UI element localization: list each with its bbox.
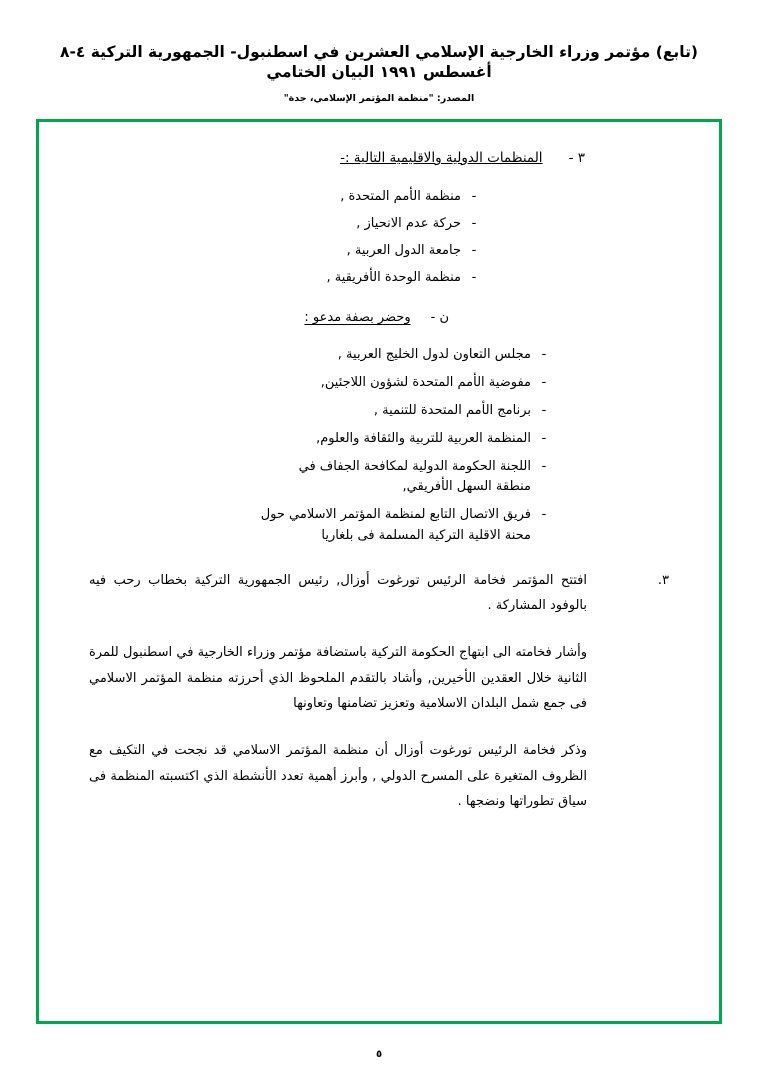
page-title: (تابع) مؤتمر وزراء الخارجية الإسلامي العشرين في اسطنبول- الجمهورية التركية ٤-٨ أغسطس ١٩٩١ البيان الختامي <box>60 43 698 82</box>
list-item-line: مجلس التعاون لدول الخليج العربية , <box>337 346 531 362</box>
dash-icon: - <box>471 243 477 259</box>
guests-list <box>81 345 677 546</box>
section-heading <box>81 148 677 169</box>
list-item <box>81 457 557 497</box>
dash-icon: - <box>541 402 547 418</box>
list-item-line: محنة الاقلية التركية المسلمة فى بلغاريا <box>321 527 531 543</box>
dash-icon: - <box>541 346 547 362</box>
list-item-line: اللجنة الحكومة الدولية لمكافحة الجفاف في <box>298 459 531 475</box>
list-item-line: فريق الاتصال التابع لمنظمة المؤتمر الاسلامي حول <box>260 507 531 523</box>
list-item <box>81 241 487 261</box>
dash-icon: - <box>471 188 477 204</box>
paragraph-text: وذكر فخامة الرئيس تورغوت أوزال أن منظمة المؤتمر الاسلامي قد نجحت في التكيف مع الظروف المتغيرة على المسرح الدولي , وأبرز أهمية تعدد الأنشطة الذي اكتسبته المنظمة فى سياق تطوراتها ونضجها . <box>89 743 587 810</box>
list-item <box>81 268 487 288</box>
paragraph <box>81 738 677 814</box>
list-item-label <box>261 505 531 545</box>
list-item <box>81 505 557 545</box>
list-item-label: حركة عدم الانحياز , <box>356 216 461 232</box>
list-item <box>81 187 487 207</box>
list-item-label <box>338 345 531 365</box>
dash-icon: - <box>541 459 547 475</box>
subsection-heading <box>81 308 677 328</box>
dash-icon: - <box>471 216 477 232</box>
source-line: المصدر: "منظمة المؤتمر الإسلامي، جدة" <box>283 93 475 105</box>
document-header <box>0 0 758 104</box>
paragraph-text: وأشار فخامته الى ابتهاج الحكومة التركية باستضافة مؤتمر وزراء الخارجية في اسطنبول للمرة الثانية خلال العقدين الأخيرين, وأشاد بالتقدم الملحوظ الذي أحرزته منظمة المؤتمر الاسلامي فى جمع شمل البلدان الاسلامية وتعزيز تضامنها وتعاونها <box>89 645 587 712</box>
paragraph-text: افتتح المؤتمر فخامة الرئيس تورغوت أوزال, رئيس الجمهورية التركية بخطاب رحب فيه بالوفود المشاركة . <box>89 572 587 614</box>
dash-icon: - <box>541 507 547 523</box>
paragraph-number: ٣. <box>657 572 669 588</box>
list-item-label <box>316 429 531 449</box>
list-item <box>81 373 557 393</box>
document-content <box>39 122 719 1021</box>
list-item-label <box>321 373 531 393</box>
paragraph <box>81 568 677 619</box>
organizations-list <box>81 187 677 289</box>
list-item <box>81 345 557 365</box>
list-item-line: منطقة السهل الأفريقي, <box>402 479 531 495</box>
list-item-label <box>374 401 531 421</box>
content-frame <box>36 119 722 1024</box>
paragraph <box>81 640 677 716</box>
list-item <box>81 214 487 234</box>
list-item-label: منظمة الوحدة الأفريقية , <box>326 270 461 286</box>
list-item-label <box>299 457 531 497</box>
dash-icon: - <box>541 374 547 390</box>
list-item-line: مفوضية الأمم المتحدة لشؤون اللاجئين, <box>320 374 531 390</box>
section-title: المنظمات الدولية والاقليمية التالية :- <box>340 150 543 166</box>
list-item-label: منظمة الأمم المتحدة , <box>340 188 461 204</box>
list-item-line: برنامج الأمم المتحدة للتنمية , <box>373 402 531 418</box>
section-number: ٣ - <box>568 150 585 166</box>
dash-icon: - <box>471 270 477 286</box>
page-number: ٥ <box>375 1049 383 1060</box>
list-item <box>81 429 557 449</box>
list-item-label: جامعة الدول العربية , <box>346 243 461 259</box>
dash-icon: - <box>541 431 547 447</box>
body-paragraphs <box>81 568 677 815</box>
subsection-number: ن - <box>430 310 449 326</box>
list-item <box>81 401 557 421</box>
subsection-title: وحضر بصفة مدعو : <box>304 310 411 326</box>
list-item-line: المنظمة العربية للتربية والثقافة والعلوم, <box>316 431 531 447</box>
